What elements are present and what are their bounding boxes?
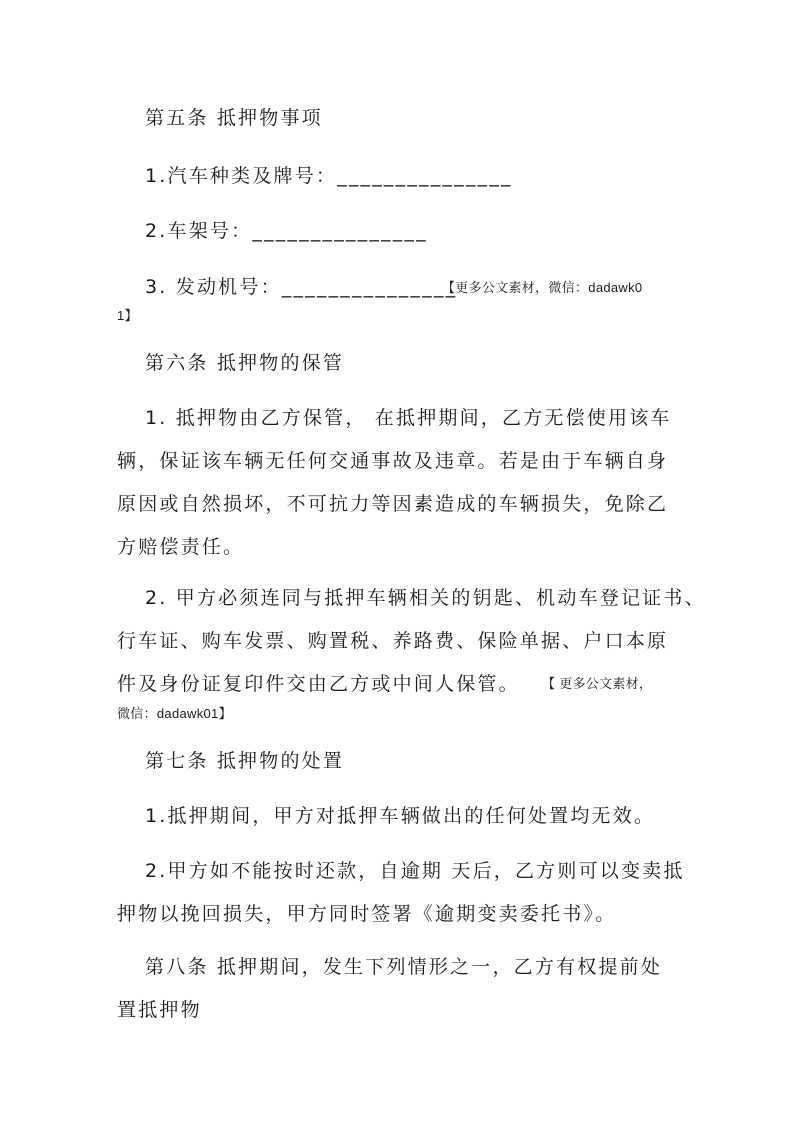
article-7-item-2-line-2: 押物以挽回损失，甲方同时签署《逾期变卖委托书》。	[117, 903, 617, 925]
article-5-item-3: 3. 发动机号：_______________	[145, 276, 458, 298]
promo-note-2-cont: 微信：dadawk01】	[117, 706, 232, 721]
article-7-item-1: 1.抵押期间，甲方对抵押车辆做出的任何处置均无效。	[145, 805, 656, 827]
article-5-item-1: 1.汽车种类及牌号：_______________	[145, 165, 513, 187]
article-6-heading: 第六条 抵押物的保管	[145, 352, 345, 374]
article-8-line-2: 置抵押物	[117, 999, 202, 1021]
article-6-para-1-line-3: 原因或自然损坏，不可抗力等因素造成的车辆损失，免除乙	[117, 493, 669, 515]
article-6-para-1-line-1: 1. 抵押物由乙方保管， 在抵押期间，乙方无偿使用该车	[145, 407, 672, 429]
article-6-para-1-line-2: 辆，保证该车辆无任何交通事故及违章。若是由于车辆自身	[117, 450, 669, 472]
promo-note-2: 【 更多公文素材，	[542, 676, 653, 691]
article-5-heading: 第五条 抵押物事项	[145, 107, 323, 129]
promo-note-1-cont: 1】	[117, 308, 138, 323]
article-6-para-1-line-4: 方赔偿责任。	[117, 536, 245, 558]
article-6-para-2-line-2: 行车证、购车发票、购置税、养路费、保险单据、户口本原	[117, 630, 669, 652]
article-7-item-2-line-1: 2.甲方如不能按时还款，自逾期 天后，乙方则可以变卖抵	[145, 860, 685, 882]
article-7-heading: 第七条 抵押物的处置	[145, 750, 345, 772]
article-6-para-2-line-1: 2. 甲方必须连同与抵押车辆相关的钥匙、机动车登记证书、	[145, 587, 706, 609]
article-8-line-1: 第八条 抵押期间，发生下列情形之一，乙方有权提前处	[145, 956, 663, 978]
article-5-item-2: 2.车架号：_______________	[145, 220, 428, 242]
article-6-para-2-line-3: 件及身份证复印件交由乙方或中间人保管。	[117, 673, 520, 695]
promo-note-1: 【更多公文素材，微信：dadawk0	[442, 280, 643, 295]
